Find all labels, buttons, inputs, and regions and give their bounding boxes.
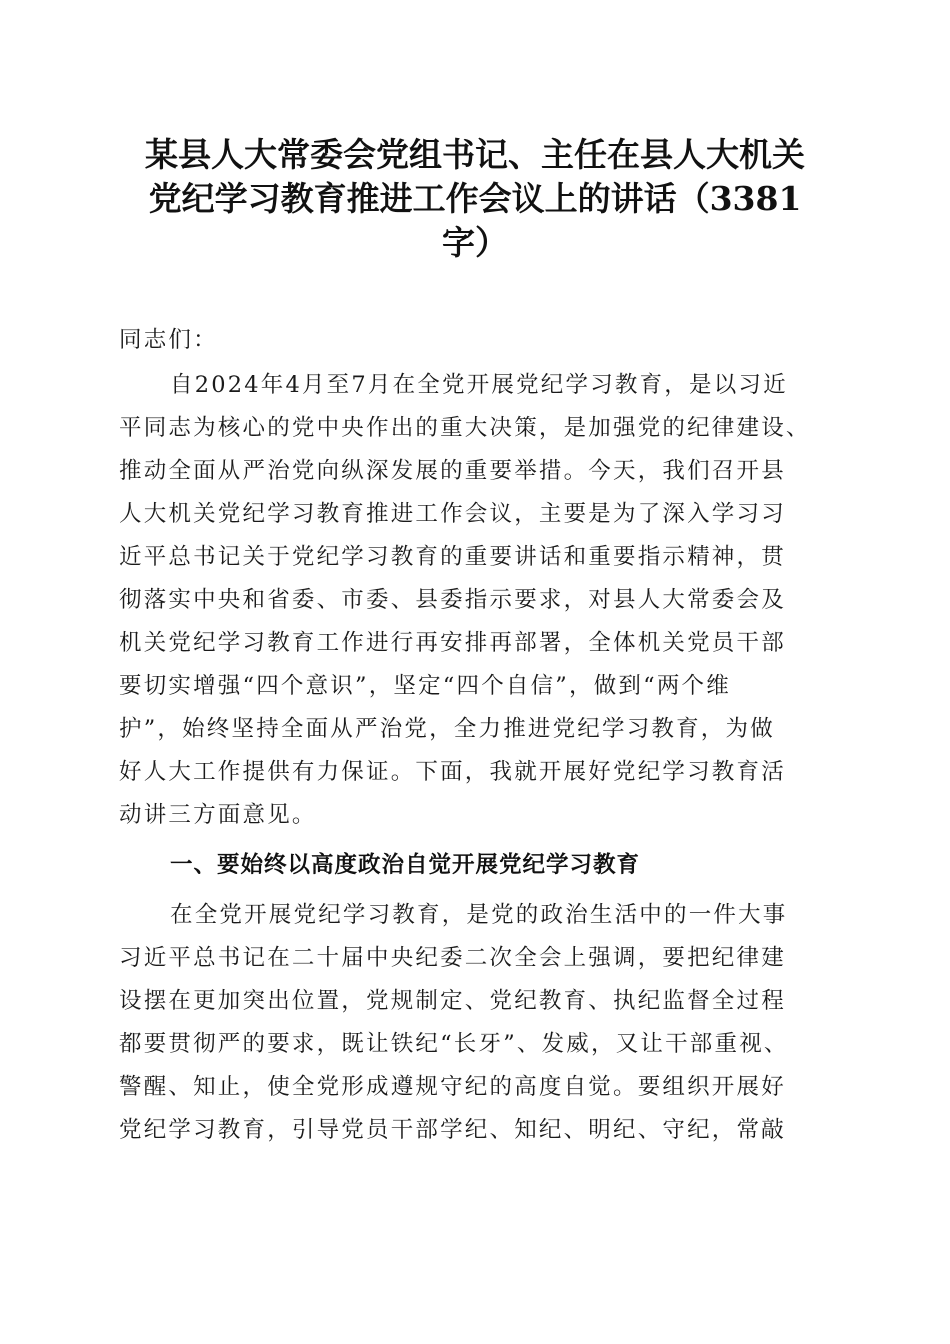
title-line: 党纪学习教育推进工作会议上的讲话（3381 [148,179,802,218]
paragraph-line: 近平总书记关于党纪学习教育的重要讲话和重要指示精神，贯 [119,544,786,570]
paragraph-line: 好人大工作提供有力保证。下面，我就开展好党纪学习教育活 [119,759,786,785]
salutation: 同志们： [119,327,218,353]
section-heading: 一、要始终以高度政治自觉开展党纪学习教育 [170,852,641,878]
paragraph-line: 推动全面从严治党向纵深发展的重要举措。今天，我们召开县 [119,458,786,484]
title-line: 字） [442,223,508,262]
paragraph-line: 设摆在更加突出位置，党规制定、党纪教育、执纪监督全过程 [119,988,786,1014]
paragraph-line: 彻落实中央和省委、市委、县委指示要求，对县人大常委会及 [119,587,786,613]
document-title [100,133,850,265]
paragraph-line: 习近平总书记在二十届中央纪委二次全会上强调，要把纪律建 [119,945,786,971]
paragraph-line: 要切实增强“四个意识”，坚定“四个自信”，做到“两个维 [119,673,731,699]
paragraph-line: 都要贯彻严的要求，既让铁纪“长牙”、发威，又让干部重视、 [119,1031,789,1057]
paragraph-line: 在全党开展党纪学习教育，是党的政治生活中的一件大事 [170,902,788,928]
paragraph-line: 党纪学习教育，引导党员干部学纪、知纪、明纪、守纪，常敲 [119,1117,786,1143]
paragraph-line: 平同志为核心的党中央作出的重大决策，是加强党的纪律建设、 [119,415,811,441]
paragraph-line: 自2024年4月至7月在全党开展党纪学习教育，是以习近 [170,372,788,398]
paragraph-line: 机关党纪学习教育工作进行再安排再部署，全体机关党员干部 [119,630,786,656]
paragraph-line: 警醒、知止，使全党形成遵规守纪的高度自觉。要组织开展好 [119,1074,786,1100]
title-line: 某县人大常委会党组书记、主任在县人大机关 [145,135,805,174]
paragraph-line: 护”，始终坚持全面从严治党，全力推进党纪学习教育，为做 [119,716,775,742]
paragraph-line: 动讲三方面意见。 [119,802,317,828]
paragraph-line: 人大机关党纪学习教育推进工作会议，主要是为了深入学习习 [119,501,786,527]
